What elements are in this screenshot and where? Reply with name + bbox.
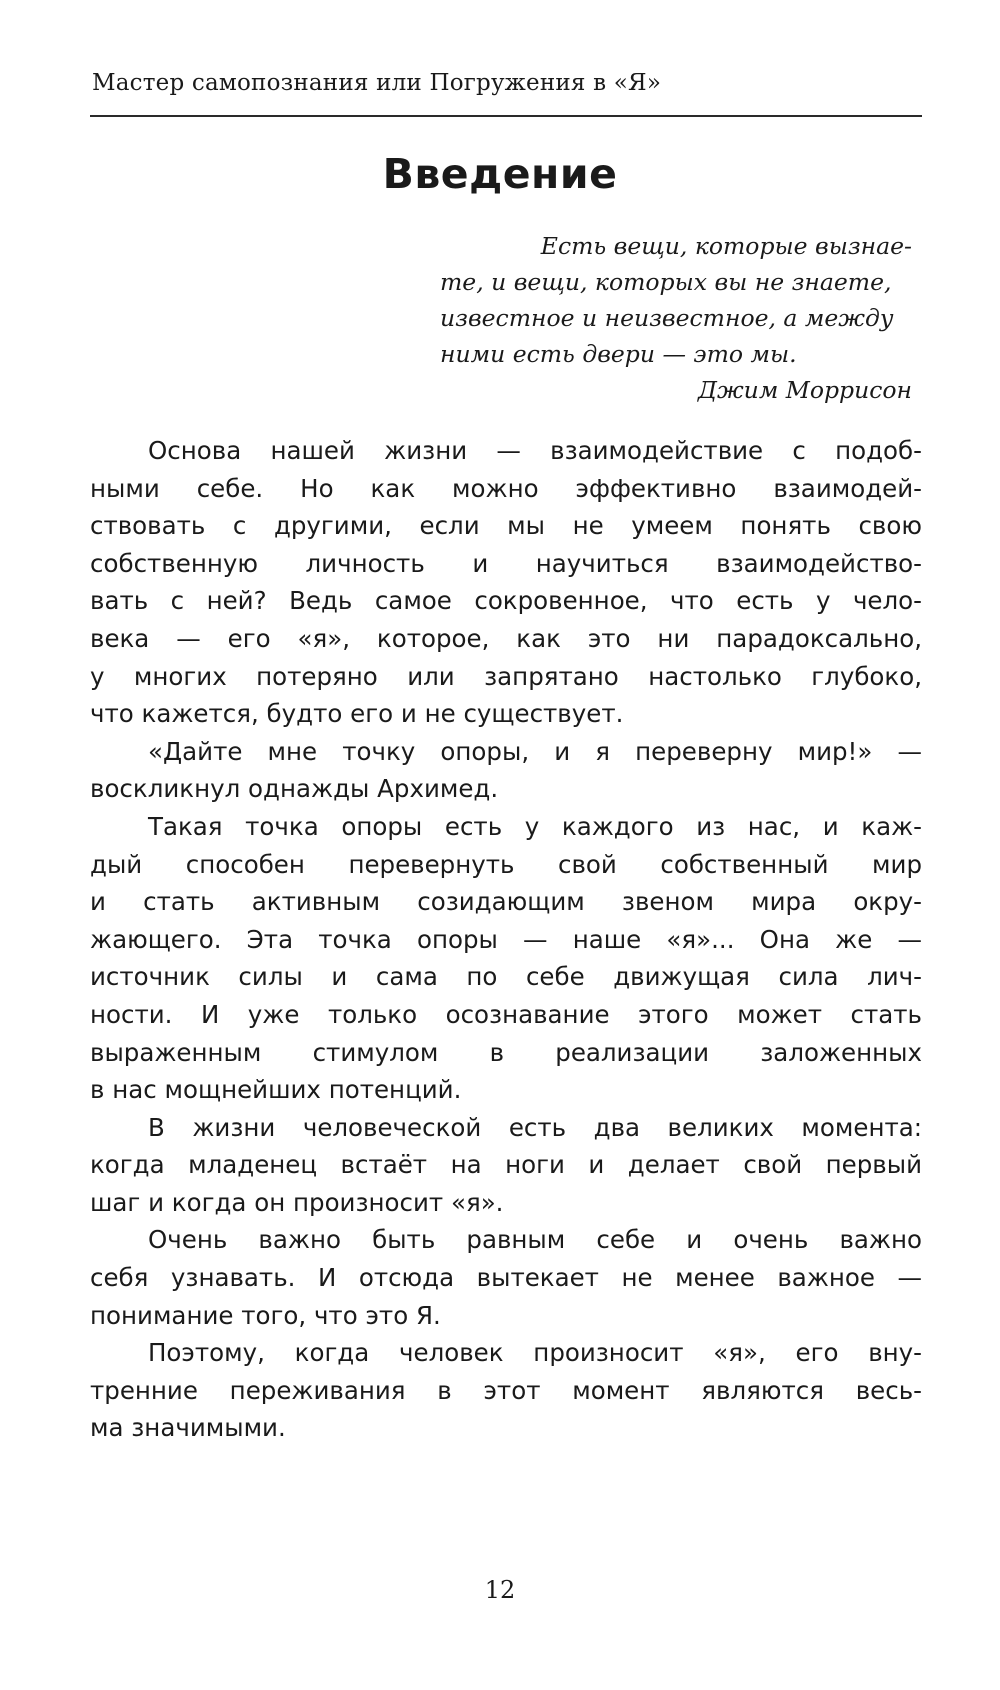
paragraph — [90, 432, 922, 733]
text-line: «Дайте мне точку опоры, и я переверну мир!» — — [148, 736, 922, 766]
text-line: выраженным стимулом в реализации заложенных — [90, 1037, 922, 1067]
text-line: у многих потеряно или запрятано настолько глубоко, — [90, 661, 922, 691]
header-rule — [90, 115, 922, 117]
text-line: Основа нашей жизни — взаимодействие с подоб- — [148, 436, 922, 465]
text-line: воскликнул однажды Архимед. — [90, 774, 499, 804]
epigraph-line: Есть вещи, которые вызнае- — [540, 232, 912, 260]
text-line: дый способен перевернуть свой собственный мир — [90, 849, 922, 879]
epigraph-line: ними есть двери — это мы. — [440, 340, 797, 368]
epigraph-line: известное и неизвестное, а между — [440, 304, 894, 332]
paragraph — [90, 733, 922, 808]
text-line: вать с ней? Ведь самое сокровенное, что есть у чело- — [90, 586, 922, 616]
text-line: шаг и когда он произносит «я». — [90, 1187, 504, 1217]
text-line: в нас мощнейших потенций. — [90, 1075, 462, 1105]
text-line: источник силы и сама по себе движущая сила лич- — [90, 962, 922, 992]
page-number: 12 — [484, 1576, 516, 1604]
text-line: Поэтому, когда человек произносит «я», его вну- — [148, 1338, 922, 1368]
text-line: ствовать с другими, если мы не умеем понять свою — [90, 511, 922, 541]
text-line: что кажется, будто его и не существует. — [90, 699, 624, 729]
text-line: понимание того, что это Я. — [90, 1300, 441, 1330]
text-line: себя узнавать. И отсюда вытекает не менее важное — — [90, 1263, 922, 1293]
running-head: Мастер самопознания или Погружения в «Я» — [92, 70, 662, 96]
paragraph — [90, 1109, 922, 1222]
text-line: жающего. Эта точка опоры — наше «я»... Она же — — [90, 924, 922, 954]
text-line: века — его «я», которое, как это ни парадоксально, — [90, 623, 922, 653]
paragraph — [90, 1334, 922, 1447]
text-line: когда младенец встаёт на ноги и делает свой первый — [90, 1150, 922, 1180]
text-line: ными себе. Но как можно эффективно взаимодей- — [90, 473, 922, 503]
text-line: ности. И уже только осознавание этого может стать — [90, 999, 922, 1029]
text-line: и стать активным созидающим звеном мира окру- — [90, 887, 922, 917]
text-line: тренние переживания в этот момент являются весь- — [90, 1375, 922, 1405]
text-line: ма значимыми. — [90, 1413, 286, 1443]
text-line: В жизни человеческой есть два великих момента: — [148, 1112, 922, 1142]
epigraph-author: Джим Моррисон — [697, 376, 912, 404]
text-line: Очень важно быть равным себе и очень важно — [148, 1225, 922, 1255]
text-line: собственную личность и научиться взаимодейство- — [90, 548, 922, 578]
paragraph — [90, 1221, 922, 1334]
text-line: Такая точка опоры есть у каждого из нас, и каж- — [148, 811, 922, 841]
epigraph-line: те, и вещи, которых вы не знаете, — [440, 268, 892, 296]
paragraph — [90, 808, 922, 1109]
chapter-title: Введение — [382, 150, 618, 198]
body-text — [90, 432, 922, 1447]
epigraph — [440, 228, 912, 408]
